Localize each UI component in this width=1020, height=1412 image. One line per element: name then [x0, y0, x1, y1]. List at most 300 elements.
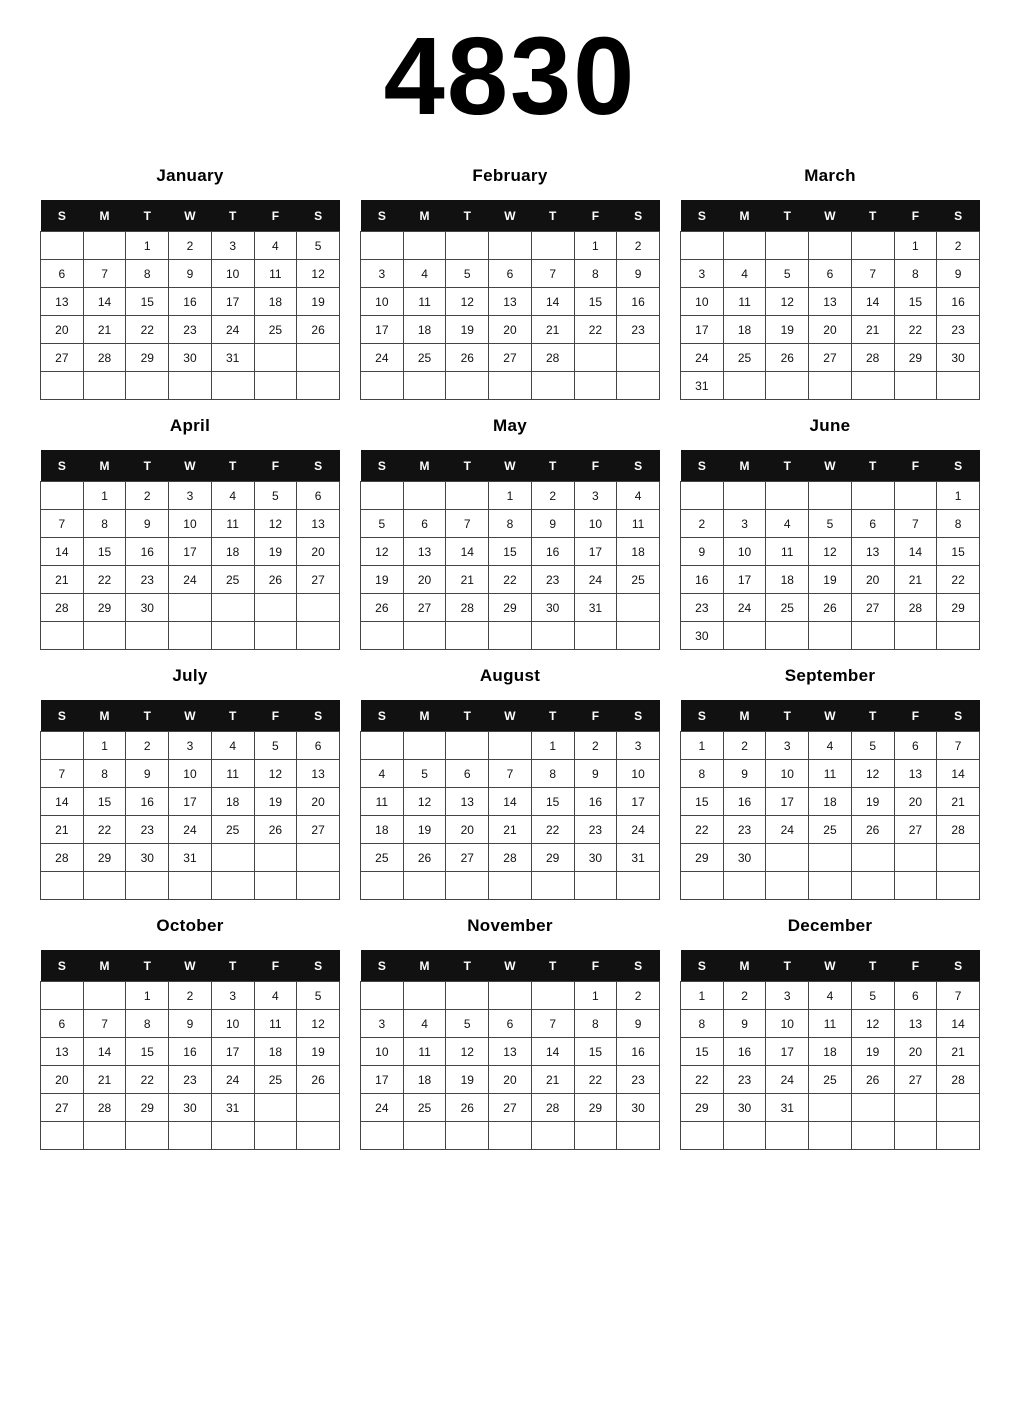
day-cell[interactable]: 16	[723, 788, 766, 816]
day-cell[interactable]: 18	[617, 538, 660, 566]
day-cell[interactable]: 7	[894, 510, 937, 538]
day-cell[interactable]: 8	[126, 1010, 169, 1038]
day-cell[interactable]: 22	[574, 316, 617, 344]
day-cell[interactable]: 20	[894, 1038, 937, 1066]
day-cell[interactable]: 8	[681, 760, 724, 788]
day-cell[interactable]: 24	[617, 816, 660, 844]
day-cell[interactable]: 5	[446, 260, 489, 288]
day-cell[interactable]: 29	[531, 844, 574, 872]
day-cell[interactable]: 14	[531, 1038, 574, 1066]
day-cell[interactable]: 1	[574, 982, 617, 1010]
day-cell[interactable]: 23	[617, 316, 660, 344]
day-cell[interactable]: 6	[41, 1010, 84, 1038]
day-cell[interactable]: 10	[169, 760, 212, 788]
day-cell[interactable]: 14	[83, 288, 126, 316]
day-cell[interactable]: 29	[83, 594, 126, 622]
day-cell[interactable]: 3	[574, 482, 617, 510]
day-cell[interactable]: 24	[169, 566, 212, 594]
day-cell[interactable]: 20	[489, 1066, 532, 1094]
day-cell[interactable]: 5	[254, 732, 297, 760]
day-cell[interactable]: 17	[766, 1038, 809, 1066]
day-cell[interactable]: 11	[211, 760, 254, 788]
day-cell[interactable]: 9	[169, 260, 212, 288]
day-cell[interactable]: 5	[809, 510, 852, 538]
day-cell[interactable]: 9	[617, 1010, 660, 1038]
day-cell[interactable]: 13	[851, 538, 894, 566]
day-cell[interactable]: 22	[83, 566, 126, 594]
day-cell[interactable]: 19	[446, 316, 489, 344]
day-cell[interactable]: 23	[617, 1066, 660, 1094]
day-cell[interactable]: 30	[681, 622, 724, 650]
day-cell[interactable]: 8	[681, 1010, 724, 1038]
day-cell[interactable]: 23	[574, 816, 617, 844]
day-cell[interactable]: 17	[681, 316, 724, 344]
day-cell[interactable]: 10	[617, 760, 660, 788]
day-cell[interactable]: 27	[403, 594, 446, 622]
day-cell[interactable]: 4	[403, 1010, 446, 1038]
day-cell[interactable]: 1	[83, 732, 126, 760]
day-cell[interactable]: 7	[446, 510, 489, 538]
day-cell[interactable]: 22	[681, 1066, 724, 1094]
day-cell[interactable]: 13	[894, 1010, 937, 1038]
day-cell[interactable]: 6	[489, 1010, 532, 1038]
day-cell[interactable]: 2	[723, 732, 766, 760]
day-cell[interactable]: 5	[403, 760, 446, 788]
day-cell[interactable]: 12	[809, 538, 852, 566]
day-cell[interactable]: 8	[126, 260, 169, 288]
day-cell[interactable]: 26	[851, 1066, 894, 1094]
day-cell[interactable]: 17	[574, 538, 617, 566]
day-cell[interactable]: 2	[169, 232, 212, 260]
day-cell[interactable]: 17	[211, 1038, 254, 1066]
day-cell[interactable]: 7	[41, 760, 84, 788]
day-cell[interactable]: 23	[126, 816, 169, 844]
day-cell[interactable]: 7	[489, 760, 532, 788]
day-cell[interactable]: 24	[723, 594, 766, 622]
day-cell[interactable]: 23	[723, 1066, 766, 1094]
day-cell[interactable]: 3	[617, 732, 660, 760]
day-cell[interactable]: 18	[403, 316, 446, 344]
day-cell[interactable]: 23	[681, 594, 724, 622]
day-cell[interactable]: 22	[489, 566, 532, 594]
day-cell[interactable]: 3	[169, 732, 212, 760]
day-cell[interactable]: 12	[766, 288, 809, 316]
day-cell[interactable]: 25	[211, 566, 254, 594]
day-cell[interactable]: 7	[41, 510, 84, 538]
day-cell[interactable]: 1	[489, 482, 532, 510]
day-cell[interactable]: 30	[937, 344, 980, 372]
day-cell[interactable]: 26	[297, 1066, 340, 1094]
day-cell[interactable]: 11	[254, 1010, 297, 1038]
day-cell[interactable]: 26	[851, 816, 894, 844]
day-cell[interactable]: 5	[254, 482, 297, 510]
day-cell[interactable]: 12	[297, 1010, 340, 1038]
day-cell[interactable]: 16	[723, 1038, 766, 1066]
day-cell[interactable]: 1	[937, 482, 980, 510]
day-cell[interactable]: 27	[851, 594, 894, 622]
day-cell[interactable]: 9	[723, 1010, 766, 1038]
day-cell[interactable]: 1	[681, 732, 724, 760]
day-cell[interactable]: 16	[681, 566, 724, 594]
day-cell[interactable]: 20	[809, 316, 852, 344]
day-cell[interactable]: 26	[766, 344, 809, 372]
day-cell[interactable]: 15	[126, 288, 169, 316]
day-cell[interactable]: 17	[169, 788, 212, 816]
day-cell[interactable]: 23	[937, 316, 980, 344]
day-cell[interactable]: 13	[297, 510, 340, 538]
day-cell[interactable]: 28	[894, 594, 937, 622]
day-cell[interactable]: 2	[681, 510, 724, 538]
day-cell[interactable]: 22	[681, 816, 724, 844]
day-cell[interactable]: 28	[83, 1094, 126, 1122]
day-cell[interactable]: 4	[617, 482, 660, 510]
day-cell[interactable]: 24	[681, 344, 724, 372]
day-cell[interactable]: 19	[403, 816, 446, 844]
day-cell[interactable]: 17	[169, 538, 212, 566]
day-cell[interactable]: 9	[126, 760, 169, 788]
day-cell[interactable]: 9	[723, 760, 766, 788]
day-cell[interactable]: 30	[723, 844, 766, 872]
day-cell[interactable]: 13	[41, 288, 84, 316]
day-cell[interactable]: 10	[766, 1010, 809, 1038]
day-cell[interactable]: 15	[83, 788, 126, 816]
day-cell[interactable]: 29	[126, 344, 169, 372]
day-cell[interactable]: 16	[169, 1038, 212, 1066]
day-cell[interactable]: 12	[403, 788, 446, 816]
day-cell[interactable]: 5	[766, 260, 809, 288]
day-cell[interactable]: 9	[126, 510, 169, 538]
day-cell[interactable]: 31	[617, 844, 660, 872]
day-cell[interactable]: 24	[211, 316, 254, 344]
day-cell[interactable]: 15	[681, 788, 724, 816]
day-cell[interactable]: 24	[766, 816, 809, 844]
day-cell[interactable]: 4	[211, 482, 254, 510]
day-cell[interactable]: 25	[617, 566, 660, 594]
day-cell[interactable]: 5	[851, 732, 894, 760]
day-cell[interactable]: 10	[211, 1010, 254, 1038]
day-cell[interactable]: 11	[617, 510, 660, 538]
day-cell[interactable]: 21	[894, 566, 937, 594]
day-cell[interactable]: 17	[211, 288, 254, 316]
day-cell[interactable]: 4	[809, 982, 852, 1010]
day-cell[interactable]: 22	[126, 1066, 169, 1094]
day-cell[interactable]: 25	[211, 816, 254, 844]
day-cell[interactable]: 17	[361, 316, 404, 344]
day-cell[interactable]: 4	[809, 732, 852, 760]
day-cell[interactable]: 9	[681, 538, 724, 566]
day-cell[interactable]: 20	[41, 316, 84, 344]
day-cell[interactable]: 27	[809, 344, 852, 372]
day-cell[interactable]: 6	[41, 260, 84, 288]
day-cell[interactable]: 25	[403, 1094, 446, 1122]
day-cell[interactable]: 18	[809, 1038, 852, 1066]
day-cell[interactable]: 7	[851, 260, 894, 288]
day-cell[interactable]: 11	[403, 1038, 446, 1066]
day-cell[interactable]: 22	[531, 816, 574, 844]
day-cell[interactable]: 18	[254, 288, 297, 316]
day-cell[interactable]: 25	[809, 1066, 852, 1094]
day-cell[interactable]: 18	[403, 1066, 446, 1094]
day-cell[interactable]: 4	[766, 510, 809, 538]
day-cell[interactable]: 20	[297, 788, 340, 816]
day-cell[interactable]: 22	[83, 816, 126, 844]
day-cell[interactable]: 18	[211, 538, 254, 566]
day-cell[interactable]: 17	[766, 788, 809, 816]
day-cell[interactable]: 16	[574, 788, 617, 816]
day-cell[interactable]: 6	[297, 482, 340, 510]
day-cell[interactable]: 11	[254, 260, 297, 288]
day-cell[interactable]: 28	[531, 1094, 574, 1122]
day-cell[interactable]: 10	[361, 1038, 404, 1066]
day-cell[interactable]: 11	[403, 288, 446, 316]
day-cell[interactable]: 11	[361, 788, 404, 816]
day-cell[interactable]: 25	[403, 344, 446, 372]
day-cell[interactable]: 15	[574, 288, 617, 316]
day-cell[interactable]: 14	[83, 1038, 126, 1066]
day-cell[interactable]: 10	[169, 510, 212, 538]
day-cell[interactable]: 13	[489, 288, 532, 316]
day-cell[interactable]: 12	[851, 760, 894, 788]
day-cell[interactable]: 2	[126, 732, 169, 760]
day-cell[interactable]: 30	[169, 344, 212, 372]
day-cell[interactable]: 4	[211, 732, 254, 760]
day-cell[interactable]: 21	[446, 566, 489, 594]
day-cell[interactable]: 5	[851, 982, 894, 1010]
day-cell[interactable]: 18	[254, 1038, 297, 1066]
day-cell[interactable]: 31	[211, 1094, 254, 1122]
day-cell[interactable]: 28	[489, 844, 532, 872]
day-cell[interactable]: 14	[851, 288, 894, 316]
day-cell[interactable]: 21	[531, 1066, 574, 1094]
day-cell[interactable]: 14	[41, 538, 84, 566]
day-cell[interactable]: 25	[254, 316, 297, 344]
day-cell[interactable]: 28	[83, 344, 126, 372]
day-cell[interactable]: 16	[617, 288, 660, 316]
day-cell[interactable]: 20	[894, 788, 937, 816]
day-cell[interactable]: 5	[297, 232, 340, 260]
day-cell[interactable]: 27	[894, 816, 937, 844]
day-cell[interactable]: 6	[894, 732, 937, 760]
day-cell[interactable]: 28	[531, 344, 574, 372]
day-cell[interactable]: 28	[41, 594, 84, 622]
day-cell[interactable]: 15	[83, 538, 126, 566]
day-cell[interactable]: 5	[297, 982, 340, 1010]
day-cell[interactable]: 17	[361, 1066, 404, 1094]
day-cell[interactable]: 26	[446, 344, 489, 372]
day-cell[interactable]: 7	[83, 260, 126, 288]
day-cell[interactable]: 25	[254, 1066, 297, 1094]
day-cell[interactable]: 4	[254, 982, 297, 1010]
day-cell[interactable]: 19	[851, 1038, 894, 1066]
day-cell[interactable]: 12	[297, 260, 340, 288]
day-cell[interactable]: 31	[574, 594, 617, 622]
day-cell[interactable]: 10	[211, 260, 254, 288]
day-cell[interactable]: 12	[851, 1010, 894, 1038]
day-cell[interactable]: 29	[83, 844, 126, 872]
day-cell[interactable]: 24	[361, 1094, 404, 1122]
day-cell[interactable]: 20	[403, 566, 446, 594]
day-cell[interactable]: 2	[126, 482, 169, 510]
day-cell[interactable]: 28	[446, 594, 489, 622]
day-cell[interactable]: 19	[809, 566, 852, 594]
day-cell[interactable]: 22	[574, 1066, 617, 1094]
day-cell[interactable]: 14	[937, 1010, 980, 1038]
day-cell[interactable]: 19	[766, 316, 809, 344]
day-cell[interactable]: 6	[851, 510, 894, 538]
day-cell[interactable]: 3	[766, 732, 809, 760]
day-cell[interactable]: 22	[126, 316, 169, 344]
day-cell[interactable]: 3	[169, 482, 212, 510]
day-cell[interactable]: 6	[403, 510, 446, 538]
day-cell[interactable]: 3	[211, 232, 254, 260]
day-cell[interactable]: 22	[894, 316, 937, 344]
day-cell[interactable]: 30	[723, 1094, 766, 1122]
day-cell[interactable]: 1	[681, 982, 724, 1010]
day-cell[interactable]: 20	[446, 816, 489, 844]
day-cell[interactable]: 24	[574, 566, 617, 594]
day-cell[interactable]: 5	[361, 510, 404, 538]
day-cell[interactable]: 13	[41, 1038, 84, 1066]
day-cell[interactable]: 25	[723, 344, 766, 372]
day-cell[interactable]: 10	[681, 288, 724, 316]
day-cell[interactable]: 2	[937, 232, 980, 260]
day-cell[interactable]: 26	[254, 816, 297, 844]
day-cell[interactable]: 4	[361, 760, 404, 788]
day-cell[interactable]: 14	[41, 788, 84, 816]
day-cell[interactable]: 28	[851, 344, 894, 372]
day-cell[interactable]: 12	[446, 1038, 489, 1066]
day-cell[interactable]: 21	[851, 316, 894, 344]
day-cell[interactable]: 16	[169, 288, 212, 316]
day-cell[interactable]: 20	[297, 538, 340, 566]
day-cell[interactable]: 6	[489, 260, 532, 288]
day-cell[interactable]: 19	[297, 1038, 340, 1066]
day-cell[interactable]: 7	[531, 260, 574, 288]
day-cell[interactable]: 8	[83, 760, 126, 788]
day-cell[interactable]: 6	[297, 732, 340, 760]
day-cell[interactable]: 3	[681, 260, 724, 288]
day-cell[interactable]: 30	[126, 844, 169, 872]
day-cell[interactable]: 22	[937, 566, 980, 594]
day-cell[interactable]: 23	[169, 1066, 212, 1094]
day-cell[interactable]: 27	[41, 1094, 84, 1122]
day-cell[interactable]: 4	[254, 232, 297, 260]
day-cell[interactable]: 16	[126, 788, 169, 816]
day-cell[interactable]: 3	[766, 982, 809, 1010]
day-cell[interactable]: 8	[894, 260, 937, 288]
day-cell[interactable]: 18	[211, 788, 254, 816]
day-cell[interactable]: 15	[126, 1038, 169, 1066]
day-cell[interactable]: 2	[617, 982, 660, 1010]
day-cell[interactable]: 31	[211, 344, 254, 372]
day-cell[interactable]: 30	[531, 594, 574, 622]
day-cell[interactable]: 19	[297, 288, 340, 316]
day-cell[interactable]: 19	[361, 566, 404, 594]
day-cell[interactable]: 30	[574, 844, 617, 872]
day-cell[interactable]: 14	[446, 538, 489, 566]
day-cell[interactable]: 26	[254, 566, 297, 594]
day-cell[interactable]: 12	[446, 288, 489, 316]
day-cell[interactable]: 21	[83, 316, 126, 344]
day-cell[interactable]: 19	[446, 1066, 489, 1094]
day-cell[interactable]: 16	[617, 1038, 660, 1066]
day-cell[interactable]: 9	[617, 260, 660, 288]
day-cell[interactable]: 3	[361, 260, 404, 288]
day-cell[interactable]: 26	[446, 1094, 489, 1122]
day-cell[interactable]: 14	[489, 788, 532, 816]
day-cell[interactable]: 24	[361, 344, 404, 372]
day-cell[interactable]: 16	[126, 538, 169, 566]
day-cell[interactable]: 21	[937, 1038, 980, 1066]
day-cell[interactable]: 27	[297, 566, 340, 594]
day-cell[interactable]: 20	[489, 316, 532, 344]
day-cell[interactable]: 8	[574, 260, 617, 288]
day-cell[interactable]: 15	[681, 1038, 724, 1066]
day-cell[interactable]: 7	[937, 982, 980, 1010]
day-cell[interactable]: 11	[723, 288, 766, 316]
day-cell[interactable]: 1	[126, 982, 169, 1010]
day-cell[interactable]: 9	[937, 260, 980, 288]
day-cell[interactable]: 23	[531, 566, 574, 594]
day-cell[interactable]: 7	[937, 732, 980, 760]
day-cell[interactable]: 29	[681, 1094, 724, 1122]
day-cell[interactable]: 17	[617, 788, 660, 816]
day-cell[interactable]: 6	[894, 982, 937, 1010]
day-cell[interactable]: 29	[937, 594, 980, 622]
day-cell[interactable]: 18	[809, 788, 852, 816]
day-cell[interactable]: 2	[531, 482, 574, 510]
day-cell[interactable]: 1	[126, 232, 169, 260]
day-cell[interactable]: 12	[254, 760, 297, 788]
day-cell[interactable]: 2	[617, 232, 660, 260]
day-cell[interactable]: 24	[211, 1066, 254, 1094]
day-cell[interactable]: 18	[766, 566, 809, 594]
day-cell[interactable]: 31	[169, 844, 212, 872]
day-cell[interactable]: 15	[894, 288, 937, 316]
day-cell[interactable]: 30	[617, 1094, 660, 1122]
day-cell[interactable]: 15	[937, 538, 980, 566]
day-cell[interactable]: 15	[574, 1038, 617, 1066]
day-cell[interactable]: 24	[766, 1066, 809, 1094]
day-cell[interactable]: 9	[531, 510, 574, 538]
day-cell[interactable]: 25	[766, 594, 809, 622]
day-cell[interactable]: 27	[297, 816, 340, 844]
day-cell[interactable]: 25	[361, 844, 404, 872]
day-cell[interactable]: 11	[809, 1010, 852, 1038]
day-cell[interactable]: 16	[531, 538, 574, 566]
day-cell[interactable]: 18	[723, 316, 766, 344]
day-cell[interactable]: 11	[809, 760, 852, 788]
day-cell[interactable]: 19	[254, 538, 297, 566]
day-cell[interactable]: 21	[83, 1066, 126, 1094]
day-cell[interactable]: 13	[894, 760, 937, 788]
day-cell[interactable]: 25	[809, 816, 852, 844]
day-cell[interactable]: 13	[489, 1038, 532, 1066]
day-cell[interactable]: 3	[361, 1010, 404, 1038]
day-cell[interactable]: 8	[83, 510, 126, 538]
day-cell[interactable]: 21	[489, 816, 532, 844]
day-cell[interactable]: 12	[254, 510, 297, 538]
day-cell[interactable]: 21	[41, 816, 84, 844]
day-cell[interactable]: 27	[489, 344, 532, 372]
day-cell[interactable]: 2	[169, 982, 212, 1010]
day-cell[interactable]: 11	[766, 538, 809, 566]
day-cell[interactable]: 30	[126, 594, 169, 622]
day-cell[interactable]: 28	[937, 1066, 980, 1094]
day-cell[interactable]: 10	[361, 288, 404, 316]
day-cell[interactable]: 3	[211, 982, 254, 1010]
day-cell[interactable]: 29	[681, 844, 724, 872]
